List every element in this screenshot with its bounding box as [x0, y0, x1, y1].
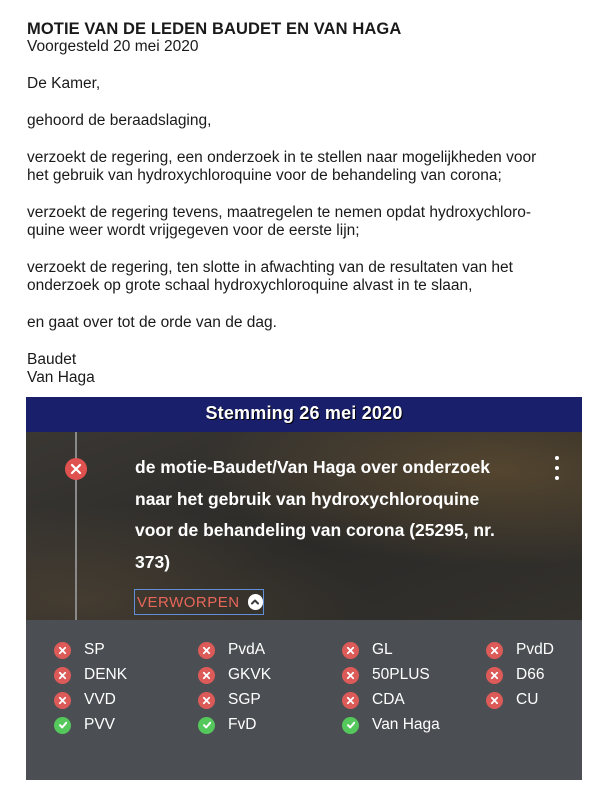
party-name: CDA — [372, 691, 405, 708]
party-name: SP — [84, 641, 105, 658]
request-paragraph-1 — [27, 149, 587, 185]
salutation: De Kamer, — [27, 75, 101, 92]
vote-for-check-icon — [342, 717, 359, 734]
party-vote-item — [342, 665, 430, 685]
signatory: Van Haga — [27, 369, 95, 386]
motion-line: 373) — [135, 551, 171, 572]
closing-line: en gaat over tot de orde van de dag. — [27, 314, 277, 331]
party-vote-item — [342, 640, 393, 660]
party-name: GKVK — [228, 666, 272, 683]
party-vote-grid — [26, 620, 582, 780]
vote-against-x-icon — [342, 667, 359, 684]
request-3-line-2: onderzoek op grote schaal hydroxychloroquine alvast in te slaan, — [27, 277, 473, 294]
party-vote-item — [54, 665, 127, 685]
vote-against-x-icon — [198, 667, 215, 684]
party-vote-item — [342, 715, 440, 735]
more-options-icon[interactable] — [550, 456, 564, 480]
status-toggle-button[interactable] — [134, 589, 264, 615]
vote-against-x-icon — [198, 642, 215, 659]
party-vote-item — [486, 665, 544, 685]
vote-against-x-icon — [486, 642, 503, 659]
party-vote-item — [198, 665, 271, 685]
proposed-date: Voorgesteld 20 mei 2020 — [27, 38, 199, 55]
vote-against-x-icon — [54, 642, 71, 659]
party-vote-item — [198, 640, 265, 660]
party-name: D66 — [516, 666, 545, 683]
party-name: PvdD — [516, 641, 554, 658]
party-vote-item — [198, 690, 261, 710]
party-name: CU — [516, 691, 539, 708]
vote-for-check-icon — [54, 717, 71, 734]
party-name: DENK — [84, 666, 128, 683]
signatory: Baudet — [27, 351, 77, 368]
motion-description — [135, 452, 535, 578]
vote-for-check-icon — [198, 717, 215, 734]
party-name: GL — [372, 641, 393, 658]
motion-card — [26, 432, 582, 620]
request-2-line-2: quine weer wordt vrijgegeven voor de eerste lijn; — [27, 222, 360, 239]
vote-against-x-icon — [198, 692, 215, 709]
party-vote-item — [342, 690, 405, 710]
rejected-x-icon — [65, 458, 87, 480]
party-name: 50PLUS — [372, 666, 430, 683]
vote-against-x-icon — [342, 692, 359, 709]
vote-against-x-icon — [54, 692, 71, 709]
request-3-line-1: verzoekt de regering, ten slotte in afwachting van de resultaten van het — [27, 259, 513, 276]
party-name: SGP — [228, 691, 261, 708]
motion-line: voor de behandeling van corona (25295, nr. — [135, 520, 495, 540]
chevron-up-icon — [248, 594, 263, 610]
party-vote-item — [486, 640, 554, 660]
vote-against-x-icon — [486, 667, 503, 684]
motion-line: naar het gebruik van hydroxychloroquine — [135, 488, 480, 509]
party-name: VVD — [84, 691, 116, 708]
vote-against-x-icon — [486, 692, 503, 709]
vote-against-x-icon — [54, 667, 71, 684]
party-name: PVV — [84, 716, 116, 733]
party-vote-item — [54, 715, 115, 735]
party-vote-item — [54, 640, 105, 660]
vote-panel — [26, 397, 582, 780]
party-name: Van Haga — [372, 716, 440, 733]
motion-line: de motie-Baudet/Van Haga over onderzoek — [135, 457, 490, 477]
vote-against-x-icon — [342, 642, 359, 659]
party-vote-item — [54, 690, 116, 710]
request-paragraph-2 — [27, 204, 587, 240]
request-2-line-1: verzoekt de regering tevens, maatregelen te nemen opdat hydroxychloro- — [27, 204, 532, 221]
motion-document — [27, 20, 587, 387]
party-vote-item — [486, 690, 538, 710]
vote-header: Stemming 26 mei 2020 — [26, 397, 582, 432]
motion-title: MOTIE VAN DE LEDEN BAUDET EN VAN HAGA — [27, 20, 402, 38]
request-1-line-1: verzoekt de regering, een onderzoek in te stellen naar mogelijkheden voor — [27, 149, 537, 166]
request-paragraph-3 — [27, 259, 587, 295]
signatories — [27, 351, 587, 387]
party-name: FvD — [228, 716, 257, 733]
request-1-line-2: het gebruik van hydroxychloroquine voor de behandeling van corona; — [27, 167, 502, 184]
party-vote-item — [198, 715, 256, 735]
preamble: gehoord de beraadslaging, — [27, 112, 212, 129]
party-name: PvdA — [228, 641, 266, 658]
status-label: VERWORPEN — [137, 593, 240, 611]
